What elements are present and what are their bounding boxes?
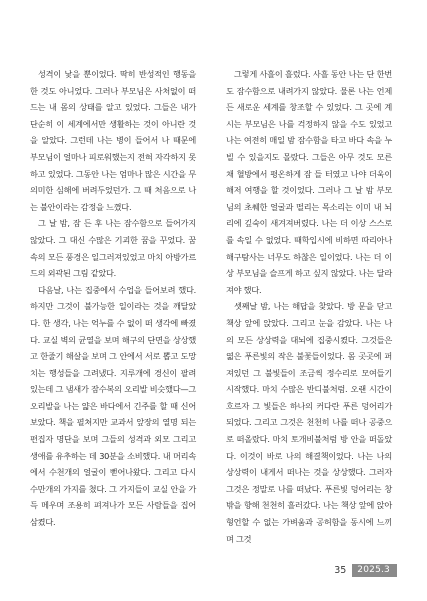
article-paragraph: 셋째날 밤, 나는 해답을 찾았다. 방 문을 닫고 책상 앞에 앉았다. 그리고 눈을 감았다. 나는 나의 모든 상상력을 대뇌에 집중시켰다. 그것들은 엷은 푸른빛의 작은 불꽃들이었다. 몸 곳곳에 퍼져있던 그 불빛들이 조금씩 정수리로 모여들기 시작했다. 마치 수많은 반디불처럼. 오랜 시간이 흐르자 그 빛들은 하나의 커다란 푸른 덩어리가 되었다. 그리고 그것은 천천히 나를 떠나 공중으로 떠올랐다. 마치 토개비불처럼 방 안을 떠돌았다. 이것이 바로 나의 해결책이었다. 나는 나의 상상력이 내게서 떠나는 것을 상상했다. 그러자 그것은 정말로 나를 떠났다. 푸른빛 덩어리는 창밖을 향해 천천히 흘러갔다. 나는 책상 앞에 앉아 형언할 수 없는 가벼움과 공허함을 동시에 느끼며 그것 — [226, 301, 392, 544]
article-column-right — [226, 66, 392, 547]
article-paragraph: 성격이 낯을 뿐이었다. 딱히 반성적인 행동을 한 것도 아니었다. 그러나 부모님은 사처없이 떠드는 내 몸의 상태를 알고 있었다. 그들은 내가 단순히 이 세계에서만 생활하는 것이 아니란 것을 알았다. 그런데 나는 병이 들어서 나 때문에 부모님이 얼마나 피로워했는지 전혀 자각하지 못하고 있었다. 그동안 나는 엄마나 많은 시간을 무의미한 심해에 버려두었던가. 그 때 처음으로 나는 불안이라는 감정을 느꼈다. — [30, 69, 196, 212]
issue-date-badge: 2025.3 — [352, 564, 397, 577]
article-column-left — [30, 66, 196, 531]
article-paragraph: 그렇게 사흘이 흘렀다. 사흘 동안 나는 단 한번도 잠수함으로 내려가지 않았다. 물론 나는 언제든 새로운 세계를 창조할 수 있었다. 그 곳에 계시는 부모님은 나를 걱정하지 않을 수도 있었고 나는 여전히 매일 밤 잠수함을 타고 바다 속을 누빌 수 있을지도 몰랐다. 그들은 아무 것도 모른 채 혈방에서 평온하게 잠 들 터였고 나야 더욱이 해저 여행을 할 것이었다. 그러나 그 날 밤 부모님의 초췌한 얼굴과 떨리는 목소리는 이미 내 뇌리에 깊숙이 새겨져버렸다. 나는 더 이상 스스로를 속일 수 없었다. 때학입시에 비하면 따리아나 해구탐사는 너무도 하찮은 일이었다. 나는 더 이상 부모님을 슬프게 하고 싶지 않았다. 나는 달라져야 했다. — [226, 69, 392, 295]
page-footer — [334, 564, 397, 577]
article-paragraph: 다음날, 나는 집중에서 수업을 들어보려 했다. 하지만 그것이 불가능한 일이라는 것을 깨달았다. 한 생각, 나는 억누를 수 없이 떠 생각에 빠졌다. 교실 벽의 균열을 보며 해구의 단면을 상상했고 한줄기 해살을 보며 그 안에서 서로 뽑고 도망 치는 행성들을 그려냈다. 지루개에 경신이 팔려있는데 그 냄새가 잠수복의 오리발 비슷했다—그 오리발을 나는 얇은 바다에서 긴주를 할 때 신어보았다. 책을 펼쳐지만 교과서 앞장의 열명 되는 편집자 명단을 보며 그들의 성격과 외모 그리고 생애를 유추하는 데 30분을 소비했다. 내 머리속에서 수천개의 얼굴이 뻗어나왔다. 그리고 다시 수만개의 가지를 쳤다. 그 가지들이 교실 안을 가득 메우며 조용히 펴져나가 모든 사람들을 집어삼켰다. — [30, 284, 196, 528]
article-paragraph: 그 날 밤, 잠 든 후 나는 잠수함으로 들어가지 않았다. 그 대신 수많은 기괴한 꿈을 꾸었다. 꿈속의 모든 풍경은 일그러져있었고 마치 아방가르드의 외곽된 그림 같았다. — [30, 218, 196, 279]
page-number: 35 — [334, 565, 347, 576]
